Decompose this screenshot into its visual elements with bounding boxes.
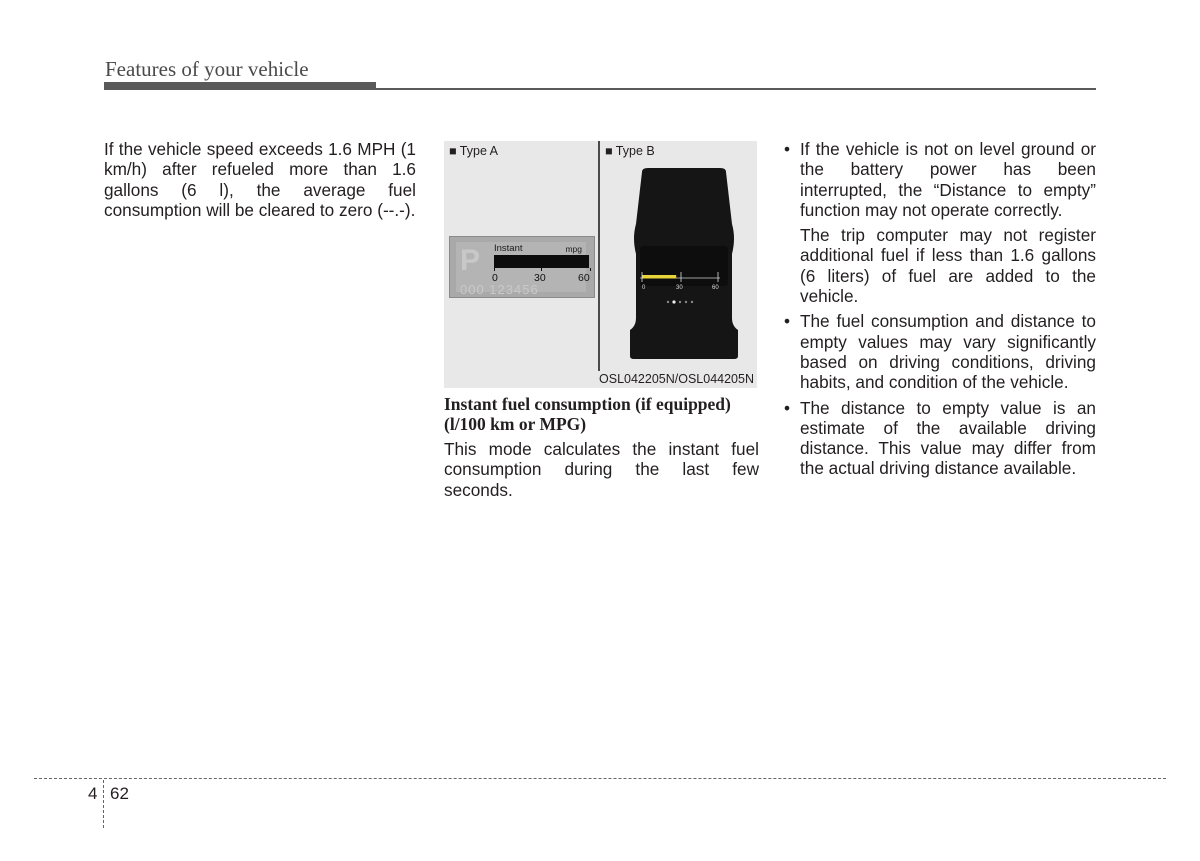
bullet-dot: • (784, 397, 791, 418)
left-column (104, 139, 416, 220)
bullet-dot: • (784, 139, 791, 159)
cluster-tick-30: 30 (676, 285, 683, 291)
type-b-cluster-display (628, 168, 740, 359)
figure-divider (598, 141, 600, 371)
cluster-page-dot (685, 301, 687, 303)
figure-code: OSL042205N/OSL044205N (599, 372, 754, 386)
cluster-page-dot (691, 301, 693, 303)
lcd-fuel-bar (494, 255, 589, 268)
lcd-screen (456, 242, 590, 297)
lcd-tick-60: 60 (578, 272, 590, 284)
section-body: This mode calculates the instant fuel consumption during the last few seconds. (444, 439, 759, 500)
left-paragraph: If the vehicle speed exceeds 1.6 MPH (1 km/h) after refueled more than 1.6 gallons (6 l), the average fuel consumption will be cleared to zero (--.-). (104, 139, 416, 220)
header-rule-thick (104, 82, 376, 90)
lcd-odometer: 000 123456 (460, 282, 539, 297)
figure-instant-fuel-displays (444, 141, 757, 388)
page-header-title: Features of your vehicle (105, 57, 309, 81)
type-a-lcd-display (449, 236, 595, 298)
lcd-gear-indicator: P (460, 244, 481, 277)
footer-chapter-number: 4 (88, 784, 98, 803)
section-heading: Instant fuel consumption (if equipped) (l/100 km or MPG) (444, 394, 731, 434)
cluster-fuel-bar (642, 275, 676, 279)
bullet-dot: • (784, 311, 791, 332)
header-rule-thin (376, 88, 1096, 90)
lcd-tick-marks (494, 268, 591, 271)
bullet-item (784, 139, 1096, 220)
type-a-label: ■ Type A (449, 144, 499, 158)
cluster-page-dot-active (672, 300, 675, 303)
cluster-page-dot (679, 301, 681, 303)
bullet-note: The trip computer may not register additional fuel if less than 1.6 gallons (6 liters) of fuel are added to the vehicle. (800, 225, 1096, 307)
cluster-tick-60: 60 (712, 285, 719, 291)
footer-page-number: 62 (110, 784, 129, 803)
type-b-label: ■ Type B (605, 144, 655, 158)
bullet-item (784, 311, 1096, 392)
bullet-text: If the vehicle is not on level ground or the battery power has been interrupted, the “Distance to empty” function may not operate correctly. (800, 139, 1096, 220)
bullet-item (784, 398, 1096, 479)
footer-rule (34, 778, 1166, 779)
right-column (784, 139, 1096, 479)
lcd-instant-label: Instant (494, 243, 523, 254)
bullet-text: The fuel consumption and distance to empty values may vary significantly based on driving conditions, driving habits, and condition of the vehicle. (800, 311, 1096, 393)
lcd-tick-0: 0 (492, 272, 498, 284)
lcd-unit-label: mpg (565, 244, 582, 254)
cluster-tick-0: 0 (642, 285, 646, 291)
cluster-screen (640, 246, 728, 286)
lcd-tick-30: 30 (534, 272, 546, 284)
footer-divider (103, 780, 104, 828)
cluster-page-dot (667, 301, 669, 303)
bullet-text: The distance to empty value is an estimate of the available driving distance. This value may differ from the actual driving distance available. (800, 397, 1096, 479)
